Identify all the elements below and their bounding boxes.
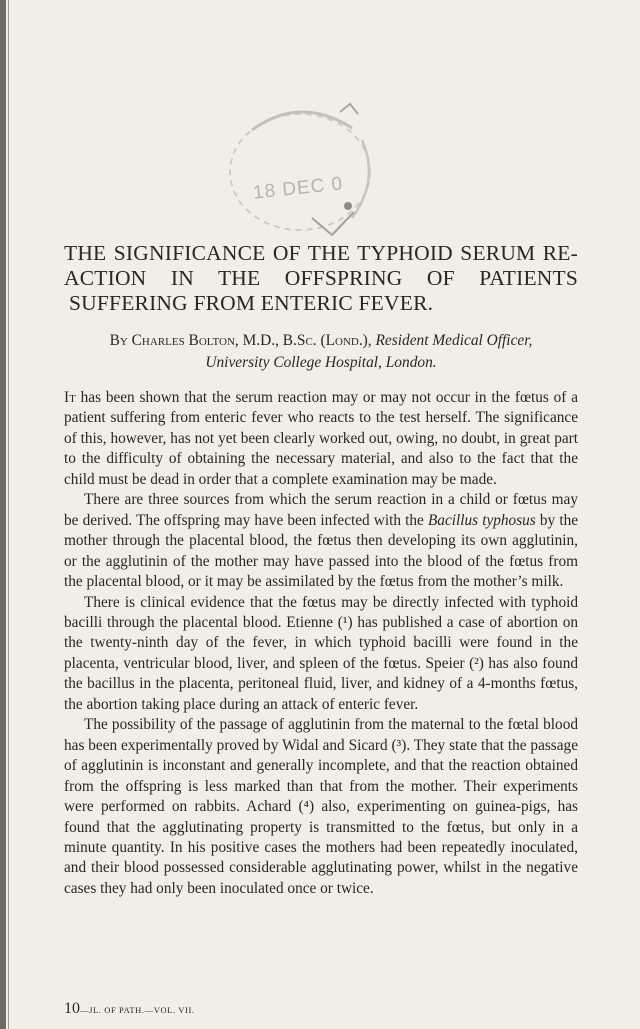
paragraph-text: There is clinical evidence that the fœtus may be directly infected with typhoid bacilli through the placental blood. Etienne (¹) has published a case of abortion on the twenty-ninth day of the fever, in which typhoid bacilli were found in the placenta, ventricular blood, liver, and spleen of the fœtus. Speier (²) has also found the bacillus in the placenta, peritoneal fluid, liver, and kidney of a 4-months fœtus, the abortion taking place during an attack of enteric fever. — [64, 593, 578, 713]
author-affiliation: University College Hospital, London. — [205, 354, 437, 371]
page-edge-shadow — [0, 0, 6, 1029]
article — [64, 241, 578, 899]
paragraph-text: by the mother through the placental blood, the fœtus then developing its own agglutinin, or the agglutinin of the mother may have passed into the blood of the fœtus from the placental blood, or it may be assimilated by the fœtus from the mother’s milk. — [64, 511, 579, 591]
author-position: Resident Medical Officer, — [375, 332, 533, 349]
lead-word: It — [64, 389, 76, 406]
article-body — [64, 388, 578, 899]
author-byline — [64, 330, 578, 374]
paragraph-text: There are three sources from which the serum reaction in a child or fœtus may be derived. The offspring may have been infected with the — [64, 491, 578, 529]
title-line: ACTION IN THE OFFSPRING OF PATIENTS — [64, 266, 578, 290]
paragraph-text: has been shown that the serum reaction may or may not occur in the fœtus of a patient suffering from enteric fever who reacts to the test herself. The significance of this, however, has not yet been clearly worked out, owing, no doubt, in great part to the difficulty of obtaining the necessary material, and also to the fact that the child must be dead in order that a complete examination may be made. — [64, 389, 578, 488]
species-name: Bacillus typhosus — [427, 511, 536, 529]
paragraph — [64, 490, 578, 592]
library-stamp — [212, 100, 380, 240]
paragraph — [64, 715, 578, 899]
page-edge-line — [8, 0, 9, 1029]
page-footer — [64, 1000, 195, 1018]
title-line: SUFFERING FROM ENTERIC FEVER. — [69, 291, 434, 315]
paragraph-text: The possibility of the passage of agglutinin from the maternal to the fœtal blood has been experimentally proved by Widal and Sicard (³). They state that the passage of agglutinin is inconstant and generally incomplete, and that the reaction obtained from the offspring is less marked than that from the mother. Their experiments were performed on rabbits. Achard (⁴) also, experimenting on guinea-pigs, has found that the agglutinating property is transmitted to the fœtus, but only in a minute quantity. In his positive cases the mothers had been repeatedly inoculated, and their blood possessed considerable agglutinating power, whilst in the negative cases they had only been inoculated once or twice. — [64, 716, 578, 897]
author-name: By Charles Bolton, M.D., B.Sc. (Lond.), — [109, 332, 372, 349]
journal-reference: —JL. OF PATH.—VOL. VII. — [80, 1005, 195, 1015]
title-line: THE SIGNIFICANCE OF THE TYPHOID SERUM RE- — [64, 241, 578, 265]
paragraph — [64, 593, 578, 716]
article-title — [64, 241, 578, 316]
page-number: 10 — [64, 1000, 80, 1017]
paragraph — [64, 388, 578, 490]
stamp-date: 18 DEC 0 — [252, 173, 345, 204]
